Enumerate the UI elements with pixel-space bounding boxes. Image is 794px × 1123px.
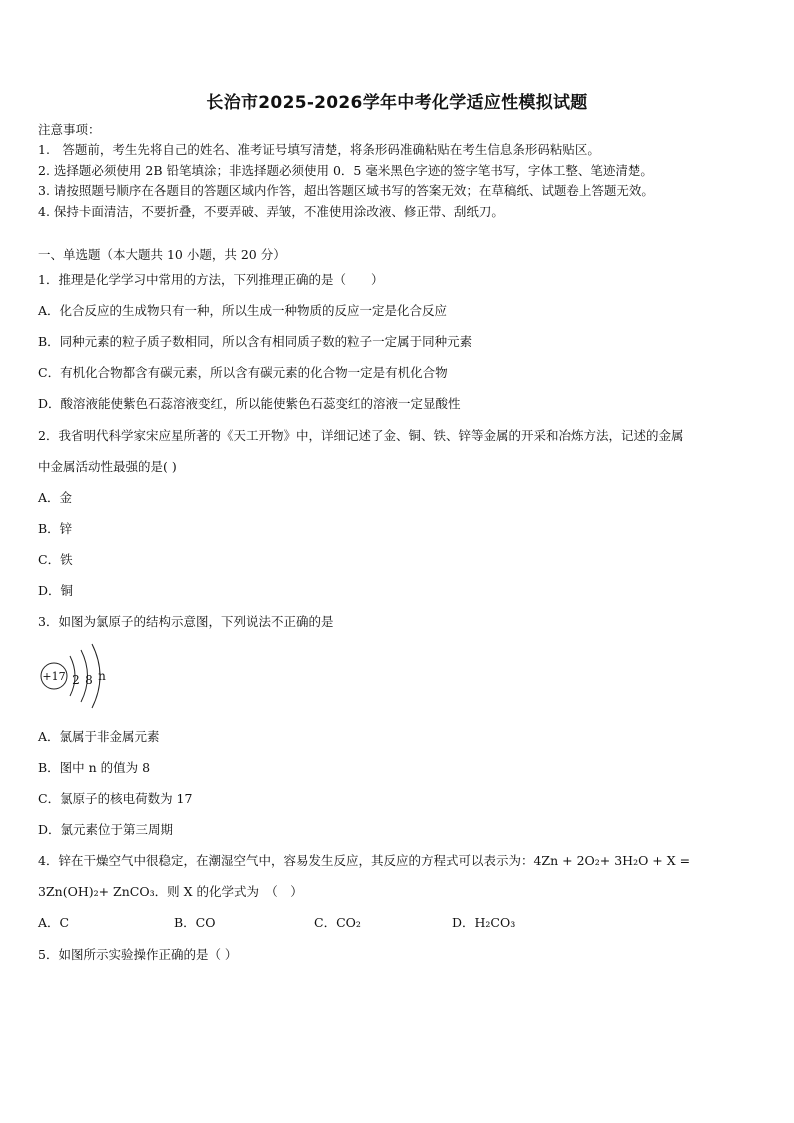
- page-title: 长治市2025-2026学年中考化学适应性模拟试题: [206, 93, 588, 113]
- notice-item-4: 4. 保持卡面清洁，不要折叠，不要弄破、弄皱，不准使用涂改液、修正带、刮纸刀。: [38, 204, 504, 219]
- nucleus-charge: +17: [42, 670, 66, 683]
- question-1-option-d: D．酸溶液能使紫色石蕊溶液变红，所以能使紫色石蕊变红的溶液一定显酸性: [38, 396, 461, 411]
- shell-1-electrons: 2: [72, 673, 80, 687]
- section-heading: 一、单选题（本大题共 10 小题，共 20 分）: [38, 247, 286, 262]
- question-4-stem-line2: 3Zn(OH)₂+ ZnCO₃．则 X 的化学式为 （ ）: [38, 884, 303, 899]
- question-5-stem: 5．如图所示实验操作正确的是（ ）: [38, 947, 238, 962]
- chlorine-atom-diagram: [38, 638, 138, 718]
- notice-heading: 注意事项：: [38, 122, 101, 137]
- question-1-option-c: C．有机化合物都含有碳元素，所以含有碳元素的化合物一定是有机化合物: [38, 365, 448, 380]
- notice-item-2: 2. 选择题必须使用 2B 铅笔填涂；非选择题必须使用 0．5 毫米黑色字迹的签字笔书写，字体工整、笔迹清楚。: [38, 163, 653, 178]
- question-3-stem: 3．如图为氯原子的结构示意图，下列说法不正确的是: [38, 614, 334, 629]
- question-2-option-b: B．锌: [38, 521, 73, 536]
- question-4-option-c: C．CO₂: [314, 915, 361, 930]
- question-4-stem-line1: 4．锌在干燥空气中很稳定，在潮湿空气中，容易发生反应，其反应的方程式可以表示为：4Zn + 2O₂+ 3H₂O + X =: [38, 853, 691, 868]
- question-4-option-b: B．CO: [174, 915, 216, 930]
- question-2-option-d: D．铜: [38, 583, 74, 598]
- question-2-stem-line1: 2．我省明代科学家宋应星所著的《天工开物》中，详细记述了金、铜、铁、锌等金属的开采和冶炼方法，记述的金属: [38, 428, 684, 443]
- question-1-option-a: A．化合反应的生成物只有一种，所以生成一种物质的反应一定是化合反应: [38, 303, 448, 318]
- question-2-option-c: C．铁: [38, 552, 73, 567]
- question-4-option-a: A．C: [38, 915, 70, 930]
- question-1-stem: 1．推理是化学学习中常用的方法，下列推理正确的是（ ）: [38, 272, 384, 287]
- question-3-option-c: C．氯原子的核电荷数为 17: [38, 791, 193, 806]
- question-3-option-a: A．氯属于非金属元素: [38, 729, 160, 744]
- notice-item-1: 1. 答题前，考生先将自己的姓名、准考证号填写清楚，将条形码准确粘贴在考生信息条形码粘贴区。: [38, 142, 600, 157]
- question-1-option-b: B．同种元素的粒子质子数相同，所以含有相同质子数的粒子一定属于同种元素: [38, 334, 473, 349]
- question-4-option-d: D．H₂CO₃: [452, 915, 516, 930]
- shell-2-electrons: 8: [85, 673, 93, 687]
- question-3-option-b: B．图中 n 的值为 8: [38, 760, 151, 775]
- shell-3-electrons: n: [98, 669, 106, 683]
- question-3-option-d: D．氯元素位于第三周期: [38, 822, 174, 837]
- question-2-stem-line2: 中金属活动性最强的是( ): [38, 459, 177, 474]
- notice-item-3: 3. 请按照题号顺序在各题目的答题区域内作答，超出答题区域书写的答案无效；在草稿纸、试题卷上答题无效。: [38, 183, 654, 198]
- question-2-option-a: A．金: [38, 490, 73, 505]
